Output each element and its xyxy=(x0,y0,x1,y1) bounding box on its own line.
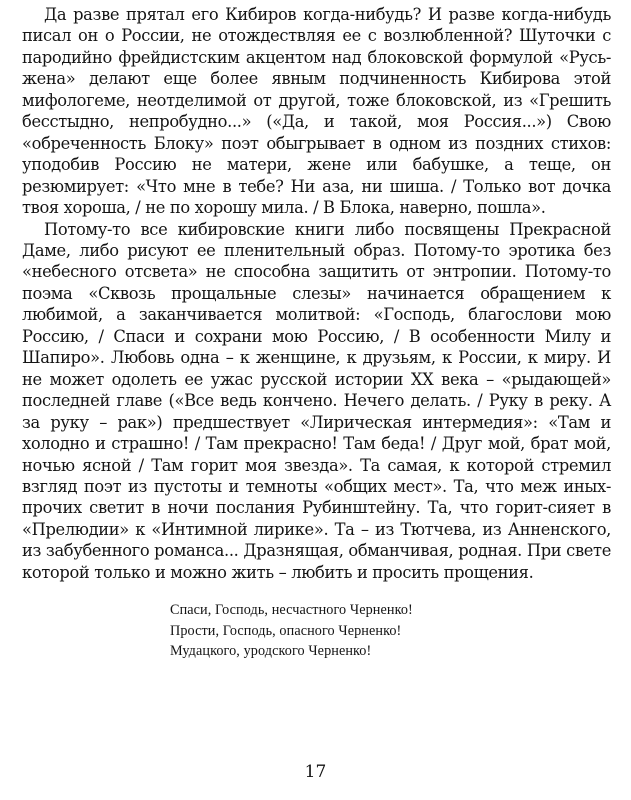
verse-line-2: Прости, Господь, опасного Черненко! xyxy=(170,622,402,639)
verse-line-1: Спаси, Господь, несчастного Черненко! xyxy=(170,602,413,619)
paragraph-1: Да разве прятал его Кибиров когда-нибудь? И разве когда-нибудь писал он о России, не отождествляя ее с возлюбленной? Шуточки с пародийно фрейдистским акцентом над блоковской формулой «Русь-жена» делают еще более явным подчиненность Кибирова этой мифологеме, неотделимой от другой, тоже блоковской, из «Грешить бесстыдно, непробудно...» («Да, и такой, моя Россия...») Свою «обреченность Блоку» поэт обыгрывает в одном из поздних стихов: уподобив Россию не матери, жене или бабушке, а теще, он резюмирует: «Что мне в тебе? Ни аза, ни шиша. / Только вот дочка твоя хороша, / не по хорошу мила. / В Блока, наверно, пошла». xyxy=(22,5,611,218)
verse-line-3: Мудацкого, уродского Черненко! xyxy=(170,643,372,660)
verse-quote xyxy=(170,600,611,662)
paragraph-2: Потому-то все кибировские книги либо посвящены Прекрасной Даме, либо рисуют ее пленительный образ. Потому-то эротика без «небесного отсвета» не способна защитить от энтропии. Потому-то поэма «Сквозь прощальные слезы» начинается обращением к любимой, а заканчивается молитвой: «Господь, благослови мою Россию, / Спаси и сохрани мою Россию, / В особенности Милу и Шапиро». Любовь одна – к женщине, к друзьям, к России, к миру. И не может одолеть ее ужас русской истории XX века – «рыдающей» последней главе («Все ведь кончено. Нечего делать. / Руку в реку. А за руку – рак») предшествует «Лирическая интермедия»: «Там и холодно и страшно! / Там прекрасно! Там беда! / Друг мой, брат мой, ночью ясной / Там горит моя звезда». Та самая, к которой стремил взгляд поэт из пустоты и темноты «общих мест». Та, что меж иных-прочих светит в ночи послания Рубинштейну. Та, что горит-сияет в «Прелюдии» к «Интимной лирике». Та – из Тютчева, из Анненского, из забубенного романса... Дразнящая, обманчивая, родная. При свете которой только и можно жить – любить и просить прощения. xyxy=(22,219,611,582)
page-number: 17 xyxy=(304,762,327,782)
